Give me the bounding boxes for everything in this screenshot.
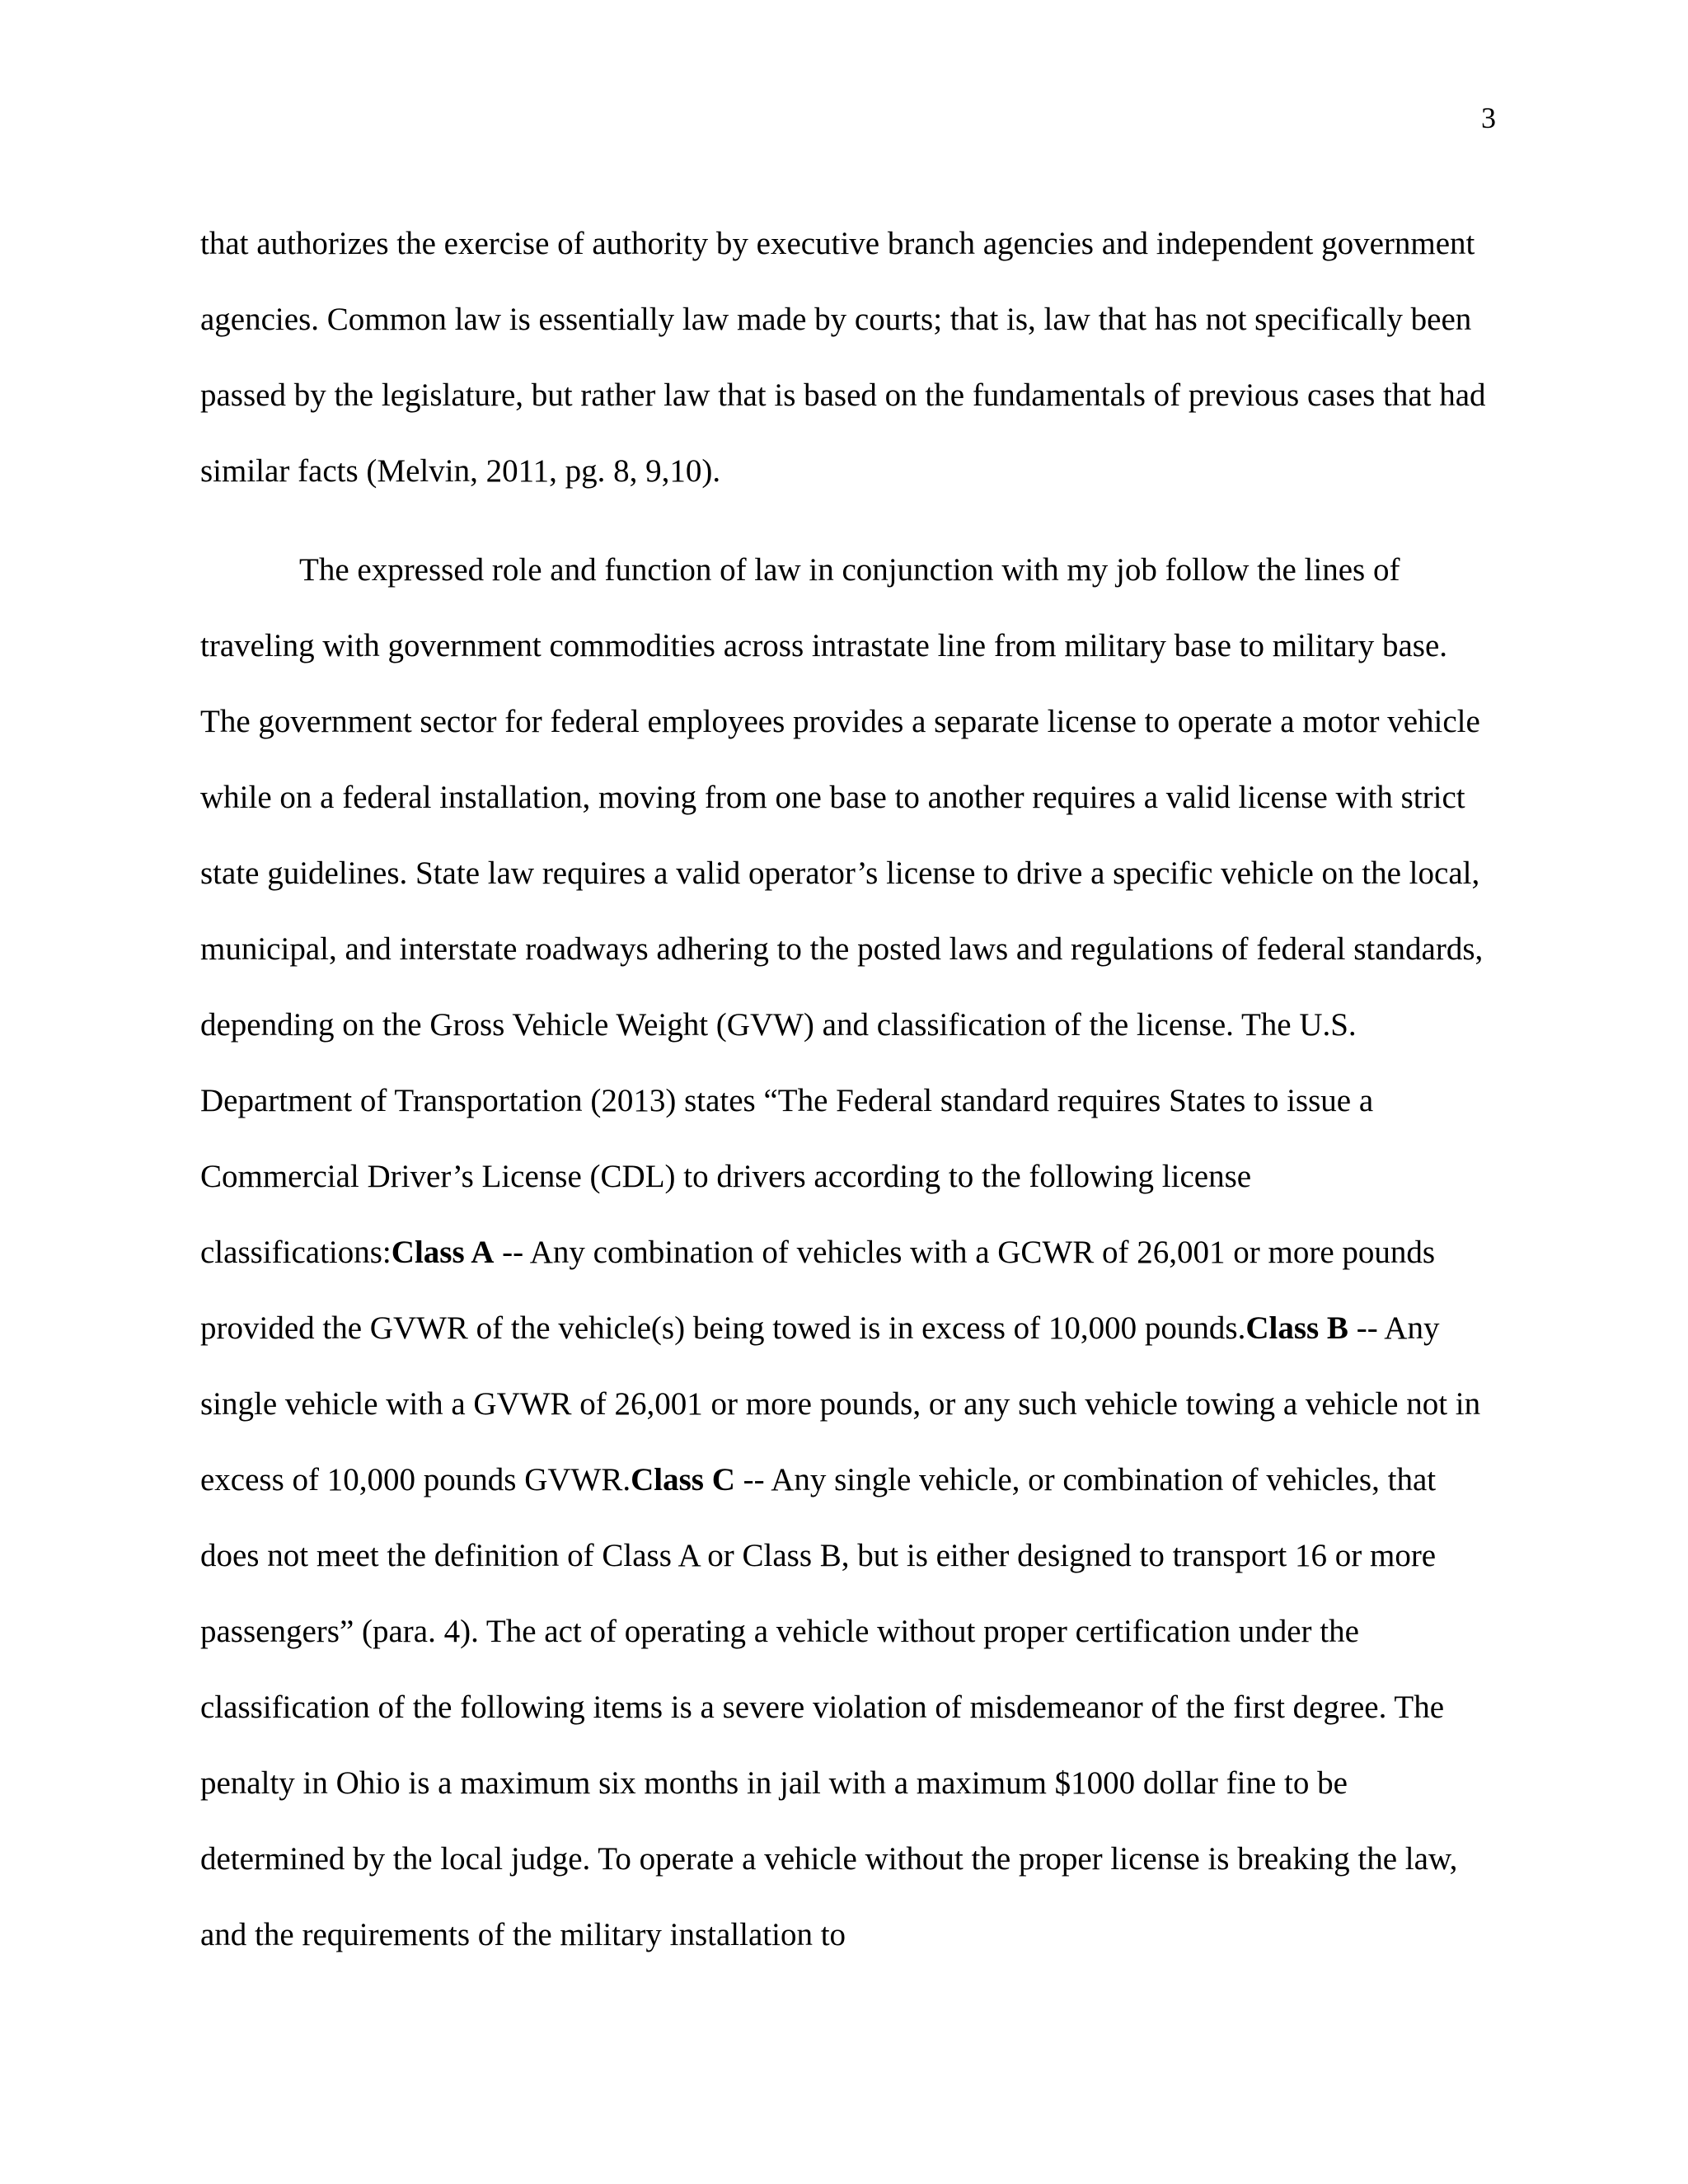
paragraph-role-of-law <box>200 532 1496 1973</box>
class-a-label: Class A <box>391 1235 495 1270</box>
class-c-definition: -- Any single vehicle, or combination of vehicles, that does not meet the definition of Class A or Class B, but is either designed to transport 16 or more passengers” (para. 4). The act of operating a vehicle without proper certification under the classification of the following items is a severe violation of misdemeanor of the first degree. The penalty in Ohio is a maximum six months in jail with a maximum $1000 dollar fine to be determined by the local judge. To operate a vehicle without the proper license is breaking the law, and the requirements of the military installation to <box>200 1462 1458 1952</box>
class-b-definition: -- Any single vehicle with a GVWR of 26,001 or more pounds, or any such vehicle towing a vehicle not in excess of 10,000 pounds GVWR. <box>200 1310 1481 1497</box>
page-number: 3 <box>1481 101 1496 134</box>
paragraph-text-intro: The expressed role and function of law in conjunction with my job follow the lines of traveling with government commodities across intrastate line from military base to military base. The government sector for federal employees provides a separate license to operate a motor vehicle while on a federal installation, moving from one base to another requires a valid license with strict state guidelines. State law requires a valid operator’s license to drive a specific vehicle on the local, municipal, and interstate roadways adhering to the posted laws and regulations of federal standards, depending on the Gross Vehicle Weight (GVW) and classification of the license. The U.S. Department of Transportation (2013) states “The Federal standard requires States to issue a Commercial Driver’s License (CDL) to drivers according to the following license classifications: <box>200 552 1484 1270</box>
document-body <box>200 206 1496 1973</box>
class-b-label: Class B <box>1245 1310 1348 1346</box>
paragraph-common-law: that authorizes the exercise of authority by executive branch agencies and independent government agencies. Common law is essentially law made by courts; that is, law that has not specifically been passed by the legislature, but rather law that is based on the fundamentals of previous cases that had similar facts (Melvin, 2011, pg. 8, 9,10). <box>200 226 1486 489</box>
class-c-label: Class C <box>631 1462 735 1497</box>
class-a-definition: -- Any combination of vehicles with a GCWR of 26,001 or more pounds provided the GVWR of the vehicle(s) being towed is in excess of 10,000 pounds. <box>200 1235 1436 1346</box>
